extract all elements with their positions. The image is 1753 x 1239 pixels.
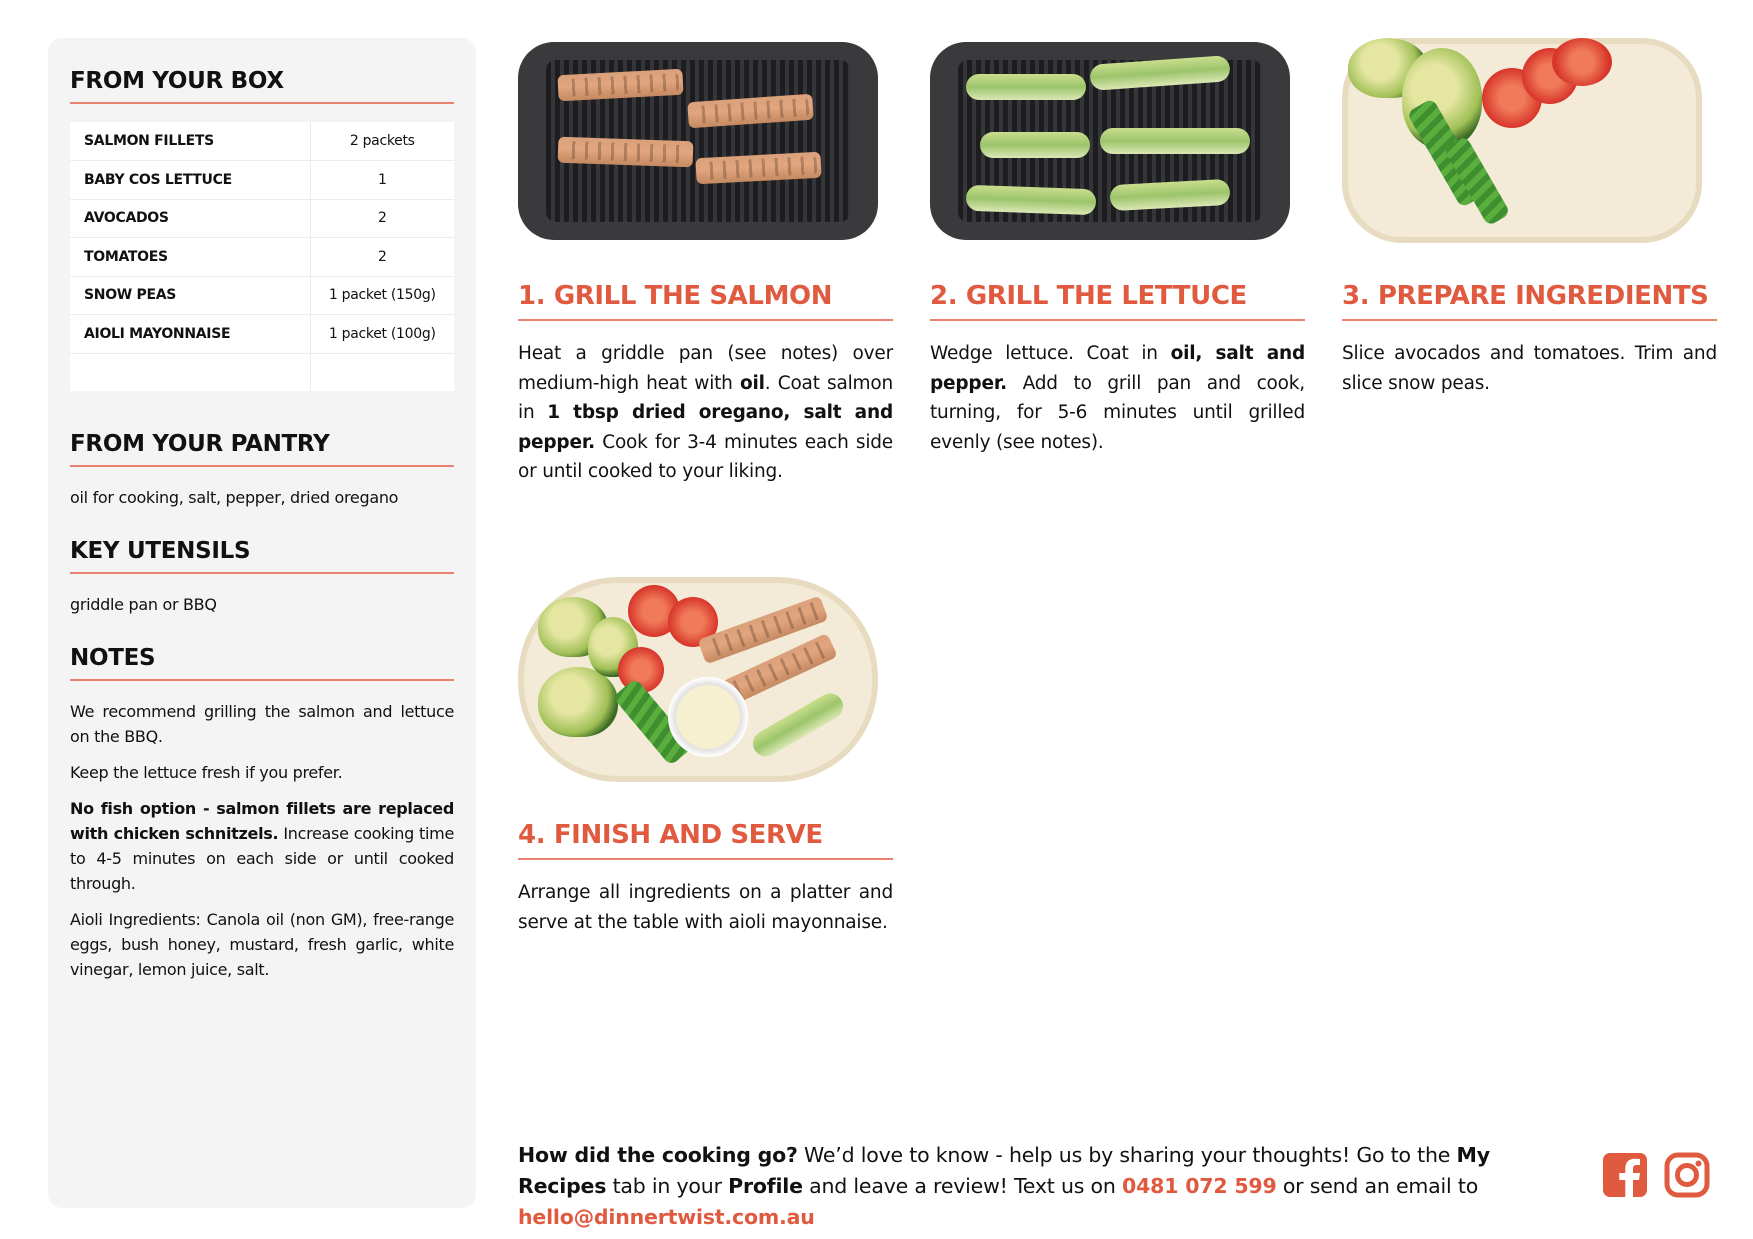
pantry-text: oil for cooking, salt, pepper, dried oregano xyxy=(70,488,399,507)
footer-text: or send an email to xyxy=(1276,1174,1479,1198)
ingredients-sidebar xyxy=(48,38,476,1208)
phone-link[interactable]: 0481 072 599 xyxy=(1122,1174,1277,1198)
step-4-image-serving-platter xyxy=(518,577,878,782)
table-row-empty xyxy=(70,353,454,391)
footer-text: tab in your xyxy=(606,1174,729,1198)
from-your-box-heading: FROM YOUR BOX xyxy=(70,68,454,104)
ingredient-qty: 1 packet (100g) xyxy=(310,315,454,354)
key-utensils-heading: KEY UTENSILS xyxy=(70,538,454,574)
ingredient-qty: 2 packets xyxy=(310,122,454,161)
box-ingredients-table xyxy=(70,122,454,391)
step-3 xyxy=(1342,38,1717,398)
footer-bold: How did the cooking go? xyxy=(518,1143,798,1167)
instagram-icon[interactable] xyxy=(1664,1152,1710,1198)
ingredient-qty: 1 packet (150g) xyxy=(310,276,454,315)
note-paragraph xyxy=(70,796,454,896)
utensils-text: griddle pan or BBQ xyxy=(70,595,217,614)
ingredient-qty: 1 xyxy=(310,161,454,200)
table-row xyxy=(70,161,454,200)
from-your-pantry-heading: FROM YOUR PANTRY xyxy=(70,431,454,467)
step-text: . Coat salmon in xyxy=(518,372,893,423)
note-paragraph: We recommend grilling the salmon and lettuce on the BBQ. xyxy=(70,702,454,746)
ingredient-name: TOMATOES xyxy=(70,238,310,277)
step-3-image-prepared-vegetables xyxy=(1342,38,1702,243)
step-2 xyxy=(930,38,1305,457)
step-2-title: 2. GRILL THE LETTUCE xyxy=(930,281,1305,321)
step-3-title: 3. PREPARE INGREDIENTS xyxy=(1342,281,1717,321)
note-text: Increase cooking time to 4-5 minutes on each side or until cooked through. xyxy=(70,824,454,893)
table-row xyxy=(70,122,454,161)
ingredient-qty: 2 xyxy=(310,238,454,277)
step-2-text xyxy=(930,339,1305,457)
notes-body xyxy=(70,699,454,982)
ingredient-name: AIOLI MAYONNAISE xyxy=(70,315,310,354)
email-link[interactable]: hello@dinnertwist.com.au xyxy=(518,1205,815,1229)
step-3-text: Slice avocados and tomatoes. Trim and slice snow peas. xyxy=(1342,343,1717,394)
step-1-title: 1. GRILL THE SALMON xyxy=(518,281,893,321)
ingredient-name: BABY COS LETTUCE xyxy=(70,161,310,200)
profile-label: Profile xyxy=(728,1174,803,1198)
step-text: Add to grill pan and cook, turning, for 5-6 minutes until grilled evenly (see notes). xyxy=(930,372,1305,453)
step-text: Cook for 3-4 minutes each side or until cooked to your liking. xyxy=(518,431,893,482)
facebook-icon[interactable] xyxy=(1602,1152,1648,1198)
step-bold: oil xyxy=(739,372,765,394)
notes-heading: NOTES xyxy=(70,645,454,681)
step-text: Wedge lettuce. Coat in xyxy=(930,343,1171,364)
empty-cell xyxy=(70,353,310,391)
ingredient-name: AVOCADOS xyxy=(70,199,310,238)
step-2-image-grilled-lettuce xyxy=(930,38,1290,243)
my-recipes-label: My Recipes xyxy=(518,1143,1490,1198)
step-4-text: Arrange all ingredients on a platter and serve at the table with aioli mayonnaise. xyxy=(518,882,893,933)
step-1-image-grilled-salmon xyxy=(518,38,878,243)
table-row xyxy=(70,238,454,277)
footer-text: and leave a review! Text us on xyxy=(802,1174,1122,1198)
footer-text: We’d love to know - help us by sharing your thoughts! Go to the xyxy=(797,1143,1457,1167)
note-paragraph: Keep the lettuce fresh if you prefer. xyxy=(70,763,343,782)
step-4-title: 4. FINISH AND SERVE xyxy=(518,820,893,860)
step-1-text xyxy=(518,339,893,487)
table-row xyxy=(70,199,454,238)
feedback-footer xyxy=(518,1140,1578,1233)
step-bold: 1 tbsp dried oregano, salt and pepper. xyxy=(518,402,893,453)
step-text: Heat a griddle pan (see notes) over medium-high heat with xyxy=(518,343,893,394)
note-bold: No fish option - salmon fillets are replaced with chicken schnitzels. xyxy=(70,799,454,843)
step-bold: oil, salt and pepper. xyxy=(930,343,1305,394)
ingredient-name: SALMON FILLETS xyxy=(70,122,310,161)
step-4 xyxy=(518,577,893,937)
empty-cell xyxy=(310,353,454,391)
ingredient-name: SNOW PEAS xyxy=(70,276,310,315)
note-paragraph: Aioli Ingredients: Canola oil (non GM), free-range eggs, bush honey, mustard, fresh garlic, white vinegar, lemon juice, salt. xyxy=(70,910,454,979)
table-row xyxy=(70,276,454,315)
step-1 xyxy=(518,38,893,487)
ingredient-qty: 2 xyxy=(310,199,454,238)
table-row xyxy=(70,315,454,354)
